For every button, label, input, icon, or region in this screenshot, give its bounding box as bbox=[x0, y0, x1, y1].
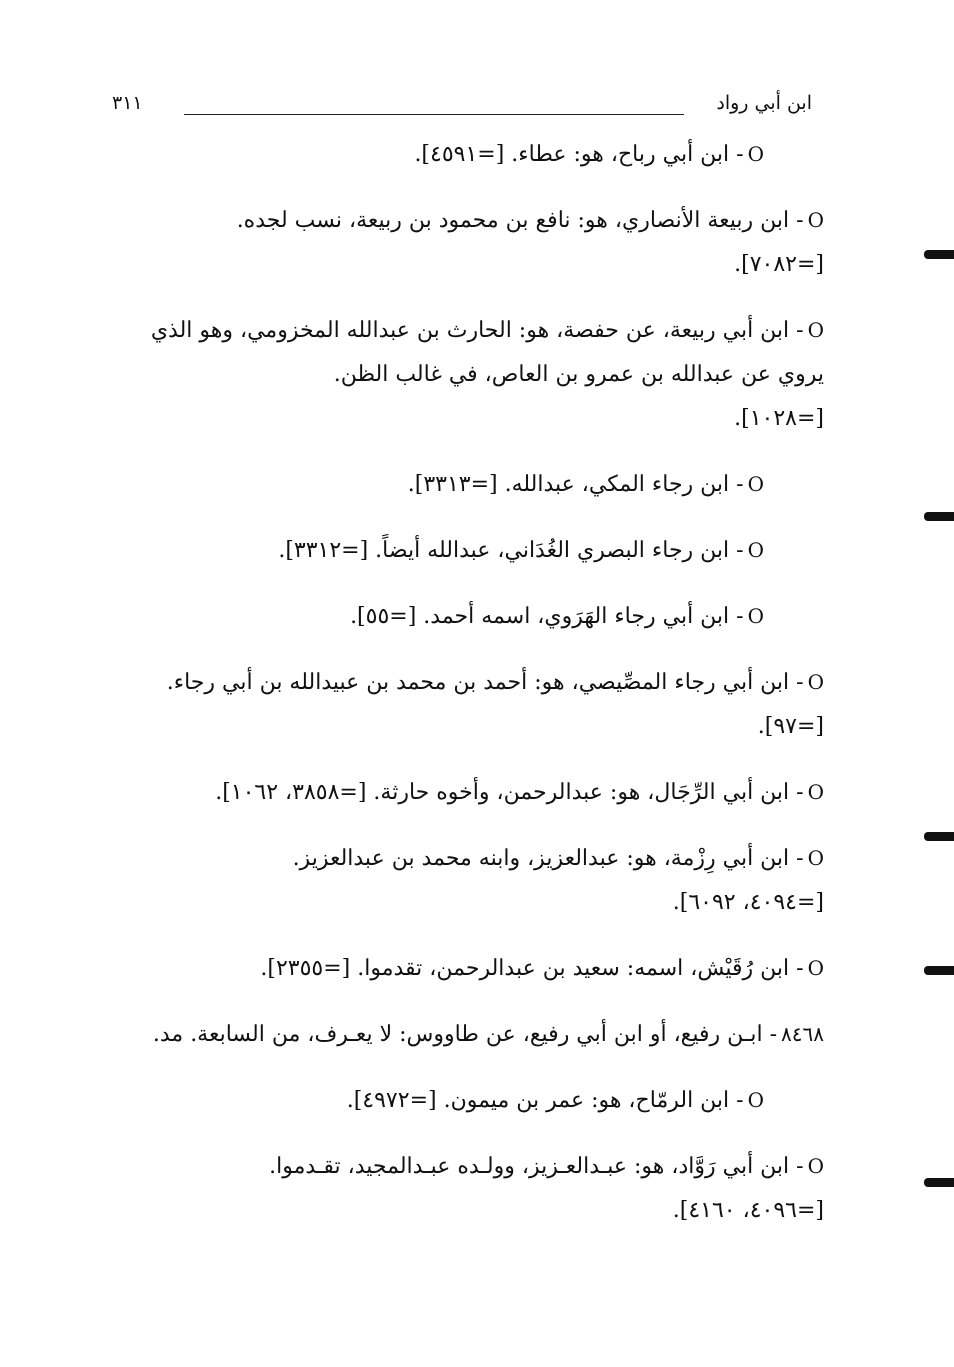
entry-number: ٨٤٦٨ bbox=[781, 1022, 824, 1046]
entry-reference: [=٤٠٩٦، ٤١٦٠]. bbox=[672, 1198, 824, 1223]
margin-mark bbox=[924, 832, 954, 841]
margin-mark bbox=[924, 250, 954, 259]
entry-text: - ابن رجاء البصري الغُدَاني، عبدالله أيضاً. [=٣٣١٢]. bbox=[278, 538, 744, 563]
entry-text: - ابـن رفيع، أو ابن أبي رفيع، عن طاووس: لا يعـرف، من السابعة. مد. bbox=[152, 1022, 778, 1047]
entry bbox=[118, 308, 824, 441]
entry bbox=[118, 1144, 824, 1233]
entry bbox=[118, 594, 824, 639]
entry bbox=[118, 198, 824, 287]
entry-text: - ابن أبي رجاء المصِّيصي، هو: أحمد بن محمد بن عبيدالله بن أبي رجاء. [=٩٧]. bbox=[166, 670, 824, 739]
entry-bullet: O bbox=[747, 538, 764, 562]
entry-numbered bbox=[118, 1012, 824, 1057]
entry-text: - ابن أبي رِزْمة، هو: عبدالعزيز، وابنه محمد بن عبدالعزيز. bbox=[292, 846, 804, 871]
entry-reference: [=٧٠٨٢]. bbox=[734, 252, 824, 277]
entry-text: - ابن رجاء المكي، عبدالله. [=٣٣١٣]. bbox=[407, 472, 744, 497]
entry-bullet: O bbox=[807, 318, 824, 342]
page-number: ٣١١ bbox=[112, 92, 143, 114]
entry-reference: [=٤٠٩٤، ٦٠٩٢]. bbox=[672, 890, 824, 915]
entry bbox=[118, 770, 824, 815]
entry-text: - ابن أبي رجاء الهَرَوي، اسمه أحمد. [=٥٥]. bbox=[350, 604, 744, 629]
entry-bullet: O bbox=[747, 604, 764, 628]
entry-text: - ابن رُقَيْش، اسمه: سعيد بن عبدالرحمن، تقدموا. [=٢٣٥٥]. bbox=[260, 956, 804, 981]
entry-text: - ابن أبي الرِّجَال، هو: عبدالرحمن، وأخوه حارثة. [=٣٨٥٨، ١٠٦٢]. bbox=[215, 780, 804, 805]
entry-text: - ابن أبي ربيعة، عن حفصة، هو: الحارث بن عبدالله المخزومي، وهو الذي يروي عن عبدالله بن عمرو بن العاص، في غالب الظن. bbox=[150, 318, 824, 387]
entry-text: - ابن ربيعة الأنصاري، هو: نافع بن محمود بن ربيعة، نسب لجده. bbox=[236, 208, 804, 233]
header-title: ابن أبي رواد bbox=[716, 92, 812, 114]
margin-mark bbox=[924, 966, 954, 975]
entry-text: - ابن أبي رباح، هو: عطاء. [=٤٥٩١]. bbox=[414, 142, 744, 167]
entry-bullet: O bbox=[807, 670, 824, 694]
entry bbox=[118, 1078, 824, 1123]
entry bbox=[118, 946, 824, 991]
entry-bullet: O bbox=[807, 1154, 824, 1178]
margin-mark bbox=[924, 1178, 954, 1187]
entry-bullet: O bbox=[747, 142, 764, 166]
entry-bullet: O bbox=[807, 208, 824, 232]
entry-bullet: O bbox=[747, 1088, 764, 1112]
entry-list bbox=[118, 132, 824, 1254]
entry-bullet: O bbox=[807, 956, 824, 980]
entry-bullet: O bbox=[747, 472, 764, 496]
entry-bullet: O bbox=[807, 780, 824, 804]
entry-reference: [=١٠٢٨]. bbox=[734, 406, 824, 431]
entry bbox=[118, 132, 824, 177]
running-header bbox=[112, 92, 812, 124]
entry-text: - ابن الرمّاح، هو: عمر بن ميمون. [=٤٩٧٢]. bbox=[346, 1088, 744, 1113]
entry bbox=[118, 660, 824, 749]
entry-text: - ابن أبي رَوَّاد، هو: عبـدالعـزيز، وولـده عبـدالمجيد، تقـدموا. bbox=[269, 1154, 804, 1179]
entry bbox=[118, 528, 824, 573]
entry bbox=[118, 836, 824, 925]
header-rule bbox=[184, 114, 684, 115]
margin-mark bbox=[924, 512, 954, 521]
entry bbox=[118, 462, 824, 507]
entry-bullet: O bbox=[807, 846, 824, 870]
